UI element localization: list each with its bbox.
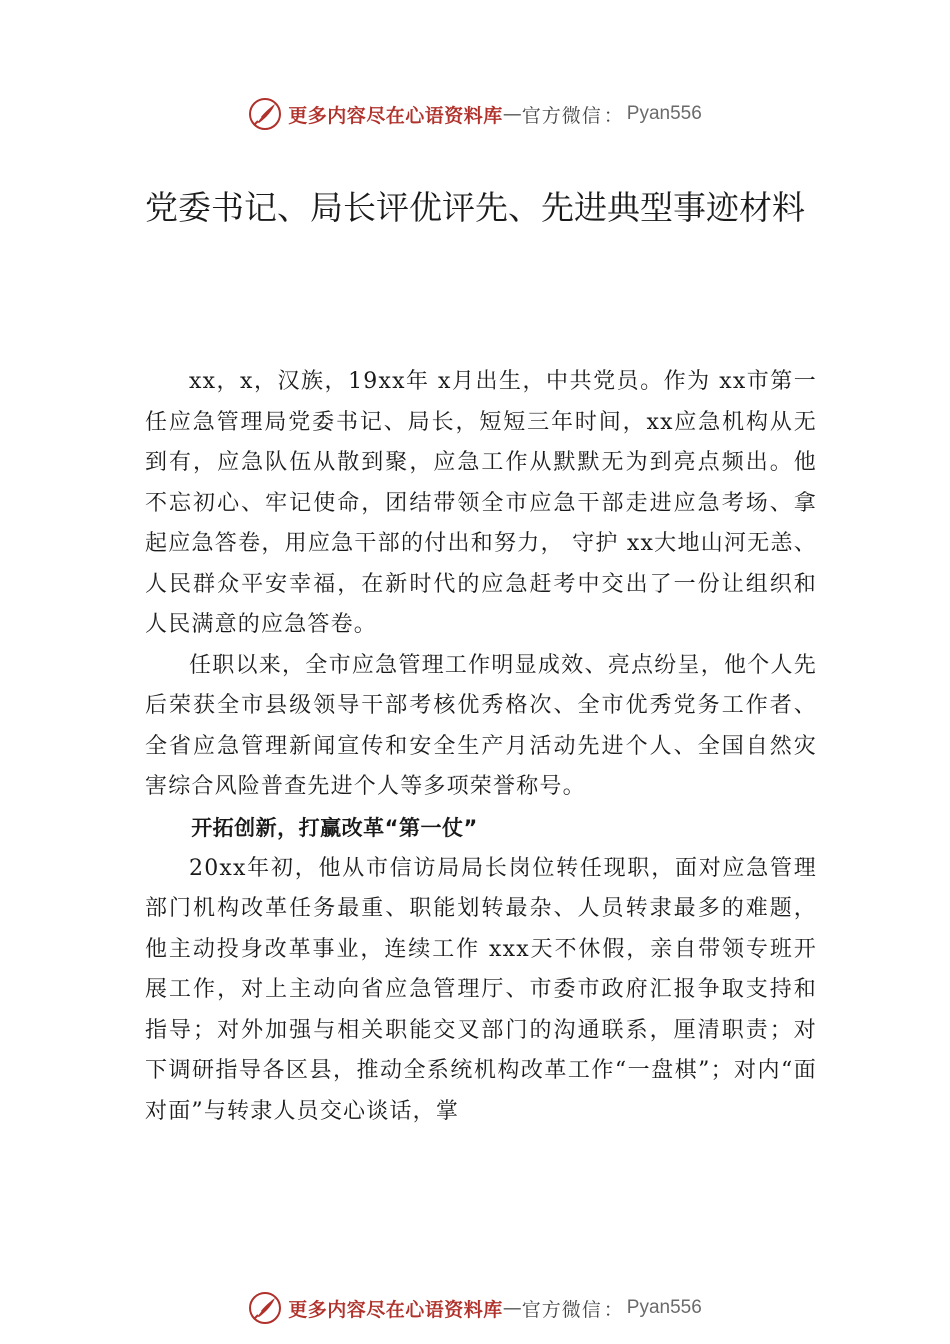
wechat-label: 官方微信 xyxy=(521,104,602,127)
wechat-label: 官方微信 xyxy=(521,1298,602,1321)
wechat-id: Pyan556 xyxy=(626,1297,702,1318)
document-body xyxy=(145,362,817,1132)
paragraph-honors: 任职以来，全市应急管理工作明显成效、亮点纷呈，他个人先后荣获全市县级领导干部考核优秀格次、全市优秀党务工作者、全省应急管理新闻宣传和安全生产月活动先进个人、全国自然灾害综合风险普查先进个人等多项荣誉称号。 xyxy=(145,652,817,799)
document-title: 党委书记、局长评优评先、先进典型事迹材料 xyxy=(145,188,805,227)
section-heading-reform: 开拓创新，打赢改革“第一仗” xyxy=(191,815,478,840)
wechat-id: Pyan556 xyxy=(626,103,702,124)
quill-pen-logo-icon xyxy=(248,97,282,131)
banner-colon: ： xyxy=(603,1298,623,1321)
paragraph-reform: 20xx年初，他从市信访局局长岗位转任现职，面对应急管理部门机构改革任务最重、职能划转最杂、人员转隶最多的难题，他主动投身改革事业，连续工作 xxx天不休假，亲自带领专班开展工作，对上主动向省应急管理厅、市委市政府汇报争取支持和指导；对外加强与相关职能交叉部门的沟通联系，厘清职责；对下调研指导各区县，推动全系统机构改革工作“一盘棋”；对内“面对面”与转隶人员交心谈话，掌 xyxy=(145,855,817,1124)
paragraph-intro: xx，x，汉族，19xx年 x月出生，中共党员。作为 xx市第一任应急管理局党委书记、局长，短短三年时间，xx应急机构从无到有，应急队伍从散到聚，应急工作从默默无为到亮点频出。他不忘初心、牢记使命，团结带领全市应急干部走进应急考场、拿起应急答卷，用应急干部的付出和努力， 守护 xx大地山河无恙、人民群众平安幸福，在新时代的应急赶考中交出了一份让组织和人民满意的应急答卷。 xyxy=(145,369,817,637)
quill-pen-logo-icon xyxy=(248,1291,282,1325)
banner-dash: — xyxy=(502,103,522,125)
footer-watermark-banner xyxy=(0,1288,950,1328)
brand-text: 更多内容尽在心语资料库 xyxy=(288,1298,503,1321)
banner-dash: — xyxy=(502,1297,522,1319)
banner-colon: ： xyxy=(603,104,623,127)
header-watermark-banner xyxy=(0,94,950,134)
brand-text: 更多内容尽在心语资料库 xyxy=(288,104,503,127)
